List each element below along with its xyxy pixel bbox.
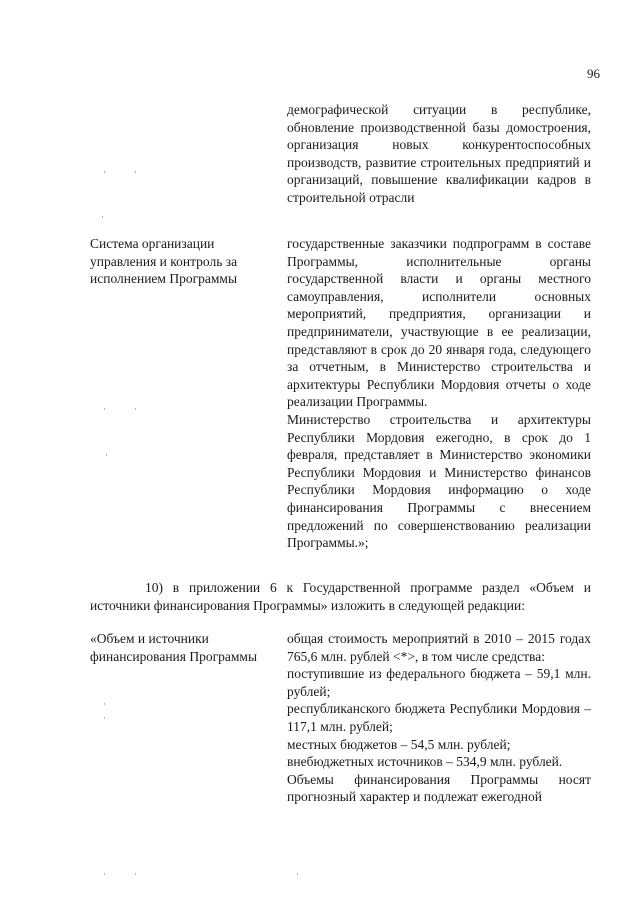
row1-left-cell: Система организации управления и контроль за исполнением Программы: [90, 236, 238, 287]
row2-paragraph-4: местных бюджетов – 54,5 млн. рублей;: [287, 736, 511, 752]
row2-paragraph-5: внебюджетных источников – 534,9 млн. рублей.: [287, 754, 563, 770]
row2-paragraph-6: Объемы финансирования Программы носят прогнозный характер и подлежат ежегодной: [287, 771, 591, 805]
row1-paragraph-1: государственные заказчики подпрограмм в составе Программы, исполнительные органы государственной власти и органы местного самоуправления, исполнители основных мероприятий, предприятия, организации и предприниматели, участвующие в ее реализации, представляют в срок до 20 января года, следующего за отчетным, в Министерство строительства и архитектуры Республики Мордовия отчеты о ходе реализации Программы.: [287, 236, 591, 410]
paragraph-10: 10) в приложении 6 к Государственной программе раздел «Объем и источники финансирования Программы» изложить в следующей редакции:: [90, 580, 591, 613]
row0-text: демографической ситуации в республике, обновление производственной базы домостроения, организация новых конкурентоспособных производств, развитие строительных предприятий и организаций, повышение квалификации кадров в строительной отрасли: [287, 102, 591, 205]
scan-speck: ·: [103, 404, 106, 414]
row2-paragraph-1: общая стоимость мероприятий в 2010 – 2015 годах 765,6 млн. рублей <*>, в том числе средства:: [287, 631, 591, 664]
scan-speck: ·: [134, 869, 137, 879]
scan-speck: ·: [103, 699, 106, 709]
scan-speck: ·: [134, 404, 137, 414]
scan-speck: ·: [134, 167, 137, 177]
scan-speck: ·: [103, 869, 106, 879]
row2-paragraph-3: республиканского бюджета Республики Мордовия – 117,1 млн. рублей;: [287, 701, 591, 734]
scan-speck: ·: [105, 450, 108, 460]
row1-paragraph-2: Министерство строительства и архитектуры Республики Мордовия ежегодно, в срок до 1 февраля, представляет в Министерство экономики Республики Мордовия и Министерство финансов Республики Мордовия информацию о ходе финансирования Программы с внесением предложений по совершенствованию реализации Программы.»;: [287, 411, 591, 551]
scan-speck: ·: [296, 869, 299, 879]
row1-right-cell: [287, 235, 591, 552]
row2-right-cell: [287, 630, 591, 806]
row2-left-cell: «Объем и источники финансирования Программы: [90, 631, 258, 664]
row2-paragraph-2: поступившие из федерального бюджета – 59,1 млн. рублей;: [287, 666, 591, 699]
scan-speck: ·: [103, 713, 106, 723]
row0-right-cell: [287, 101, 591, 207]
page-number: 96: [587, 66, 600, 81]
scan-speck: ·: [103, 167, 106, 177]
scan-speck: ·: [101, 212, 104, 222]
